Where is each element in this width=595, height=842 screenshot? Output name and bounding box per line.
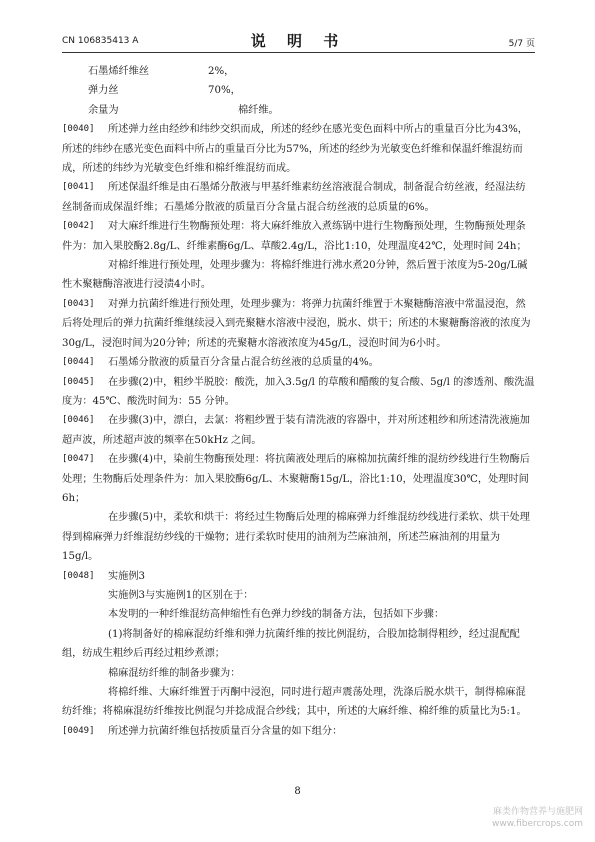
composition-row: [62, 101, 535, 120]
watermark-line: 麻类作物营养与施肥网: [492, 807, 583, 817]
paragraph: [62, 722, 535, 741]
paragraph: [62, 411, 535, 450]
composition-name: 余量为: [88, 104, 119, 116]
paragraph-text: 在步骤(3)中，漂白，去氯：将粗纱置于装有清洗液的容器中，并对所述粗纱和所述清洗液施加超声波，所述超声波的频率在50kHz 之间。: [62, 415, 530, 446]
composition-name: 弹力丝: [88, 85, 119, 97]
paragraph-text: 所述弹力丝由经纱和纬纱交织而成，所述的经纱在感光变色面料中所占的重量百分比为43%，所述的纬纱在感光变色面料中所占的重量百分比为57%，所述的经纱为光敏变色纤维和保温纤维混纺而成，所述的纬纱为光敏变色纤维和棉纤维混纺而成。: [62, 124, 528, 175]
paragraph: [62, 256, 535, 295]
watermark: [492, 806, 583, 830]
paragraph-number: [0040]: [62, 124, 95, 135]
page-header: [62, 30, 535, 50]
composition-row: [62, 62, 535, 81]
paragraph-text: 石墨烯分散液的质量百分含量占混合纺丝液的总质量的4%。: [108, 357, 379, 369]
composition-value: 70%，: [208, 85, 241, 97]
paragraph: [62, 508, 535, 566]
page-indicator: 5/7 页: [508, 39, 535, 49]
watermark-line: www.fibercrops.com: [492, 819, 583, 829]
paragraph-text: 对棉纤维进行预处理，处理步骤为：将棉纤维进行沸水煮20分钟，然后置于浓度为5-20g/L碱性木聚糖酶溶液进行浸渍4小时。: [62, 260, 528, 291]
paragraph-text: 所述弹力抗菌纤维包括按质量百分含量的如下组分：: [108, 725, 343, 737]
paragraph-number: [0047]: [62, 454, 95, 465]
paragraph-text: 实施例3: [108, 570, 146, 582]
paragraph-number: [0042]: [62, 221, 95, 232]
paragraph-number: [0041]: [62, 182, 95, 193]
paragraph-text: 实施例3与实施例1的区别在于：: [108, 589, 254, 601]
paragraph-number: [0049]: [62, 725, 95, 736]
document-title: 说 明 书: [250, 32, 347, 50]
composition-value: 2%，: [208, 66, 235, 77]
paragraph-text: 在步骤(5)中，柔软和烘干：将经过生物酶后处理的棉麻弹力纤维混纺纱线进行柔软、烘干处理得到棉麻弹力纤维混纺纱线的干燥物；进行柔软时使用的油剂为苎麻油剂，所述苎麻油剂的用量为15g/l。: [62, 512, 530, 563]
paragraph-number: [0046]: [62, 415, 95, 426]
paragraph: [62, 586, 535, 605]
paragraph-text: 对大麻纤维进行生物酶预处理：将大麻纤维放入煮练锅中进行生物酶预处理，生物酶预处理条件为：加入果胶酶2.8g/L、纤维素酶6g/L、草酸2.4g/L，浴比1:10，处理温度42℃，处理时间 24h；: [62, 221, 527, 252]
document-body: [62, 62, 535, 741]
paragraph: [62, 450, 535, 508]
paragraph: [62, 567, 535, 586]
paragraph: [62, 353, 535, 372]
paragraph-text: 在步骤(2)中，粗纱半脱胶：酸洗，加入3.5g/l 的草酸和醋酸的复合酸、5g/l 的渗透剂、酸洗温度为：45℃、酸洗时间为：55 分钟。: [62, 376, 535, 407]
composition-name: 石墨烯纤维丝: [88, 66, 150, 77]
paragraph-text: 本发明的一种纤维混纺高伸缩性有色弹力纱线的制备方法，包括如下步骤：: [108, 609, 445, 621]
composition-row: [62, 81, 535, 100]
paragraph: [62, 625, 535, 664]
publication-number: CN 106835413 A: [62, 36, 139, 46]
paragraph: [62, 683, 535, 722]
page-number: 8: [294, 786, 301, 797]
paragraph-number: [0044]: [62, 357, 95, 368]
paragraph-number: [0045]: [62, 376, 95, 387]
paragraph: [62, 178, 535, 217]
paragraph: [62, 120, 535, 178]
paragraph-text: 棉麻混纺纤维的制备步骤为：: [108, 667, 241, 679]
paragraph-text: (1)将制备好的棉麻混纺纤维和弹力抗菌纤维的按比例混纺，合股加捻制得粗纱，经过混配配组，纺成生粗纱后再经过粗纱煮漂；: [62, 628, 520, 660]
paragraph: [62, 664, 535, 683]
paragraph: [62, 605, 535, 624]
paragraph-text: 在步骤(4)中，染前生物酶预处理：将抗菌液处理后的麻棉加抗菌纤维的混纺纱线进行生物酶后处理；生物酶后处理条件为：加入果胶酶6g/L、木聚糖酶15g/L，浴比1:10，处理温度30℃，处理时间6h；: [62, 454, 530, 504]
paragraph: [62, 217, 535, 256]
paragraph-text: 将棉纤维、大麻纤维置于丙酮中浸泡，同时进行超声震荡处理，洗涤后脱水烘干，制得棉麻混纺纤维；将棉麻混纺纤维按比例混匀并捻成混合纱线；其中，所述的大麻纤维、棉纤维的质量比为5:1。: [62, 687, 527, 718]
paragraph-number: [0048]: [62, 570, 95, 581]
paragraph: [62, 373, 535, 412]
paragraph: [62, 295, 535, 353]
composition-value: 棉纤维。: [238, 104, 279, 116]
header-rule: [62, 52, 535, 53]
paragraph-text: 对弹力抗菌纤维进行预处理，处理步骤为：将弹力抗菌纤维置于木聚糖酶溶液中常温浸泡，然后将处理后的弹力抗菌纤维继续浸入到壳聚糖水溶液中浸泡，脱水、烘干；所述的木聚糖酶溶液的浓度为30g/L，浸泡时间为20分钟；所述的壳聚糖水溶液浓度为45g/L，浸泡时间为6小时。: [62, 298, 531, 349]
paragraph-number: [0043]: [62, 298, 95, 309]
paragraph-text: 所述保温纤维是由石墨烯分散液与甲基纤维素纺丝溶液混合制成，制备混合纺丝液，经湿法纺丝制备而成保温纤维；石墨烯分散液的质量百分含量占混合纺丝液的总质量的6%。: [62, 182, 526, 213]
